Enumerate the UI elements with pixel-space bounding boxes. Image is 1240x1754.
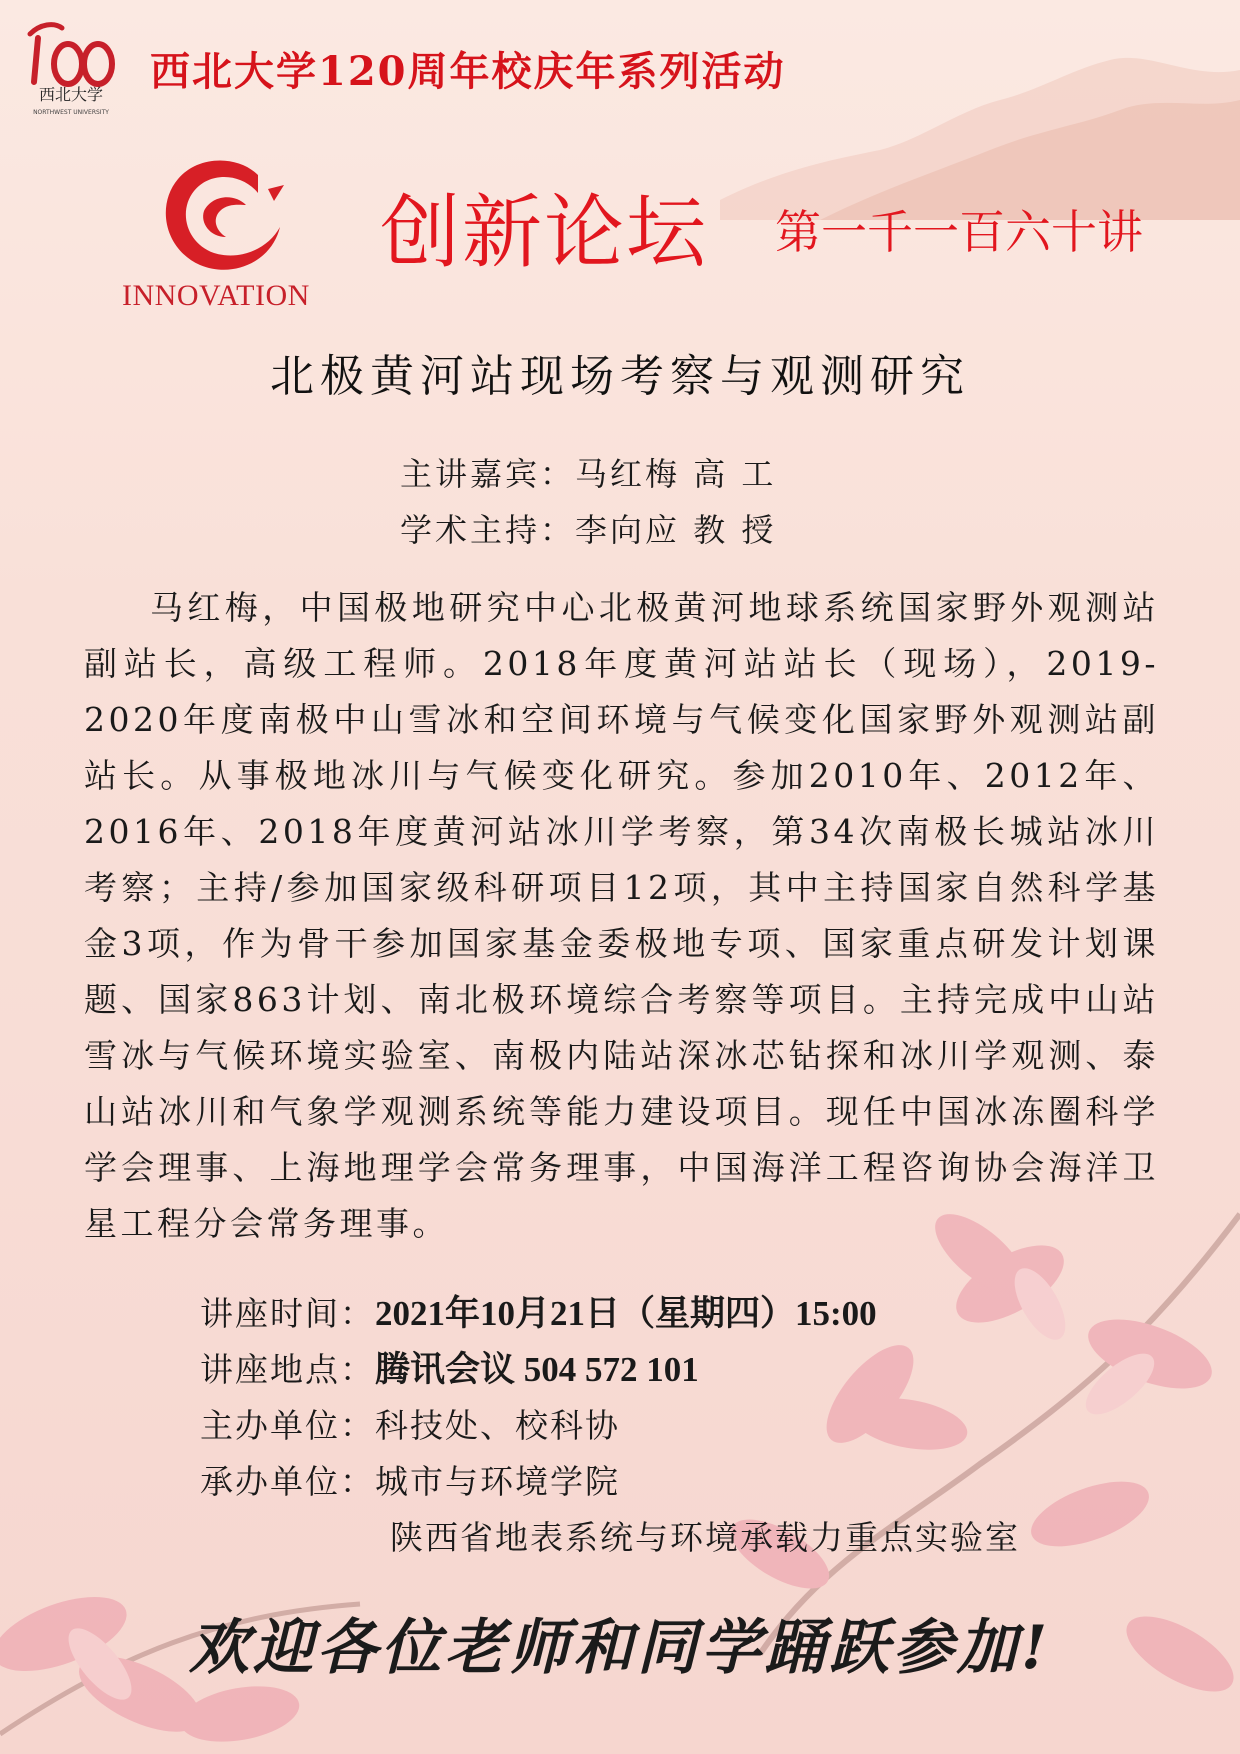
mountain-decoration	[720, 0, 1240, 220]
speaker-value: 马红梅 高 工	[575, 455, 777, 493]
speaker-row	[400, 446, 776, 502]
series-title: 西北大学120周年校庆年系列活动	[150, 48, 786, 95]
undertaker-value-1: 城市与环境学院	[375, 1462, 620, 1501]
innovation-swirl-icon	[150, 145, 290, 285]
host-row	[400, 502, 776, 558]
place-label: 讲座地点：	[200, 1350, 375, 1389]
talk-title: 北极黄河站现场考察与观测研究	[270, 351, 970, 402]
forum-title: 创新论坛	[380, 186, 708, 279]
welcome-message: 欢迎各位老师和同学踊跃参加!	[188, 1613, 1052, 1683]
svg-text:西北大学: 西北大学	[38, 85, 104, 104]
undertaker-row	[200, 1454, 1020, 1510]
university-120-logo	[24, 16, 118, 122]
undertaker-label: 承办单位：	[200, 1462, 375, 1501]
host-value: 李向应 教 授	[575, 511, 777, 549]
organizer-value: 科技处、校科协	[375, 1406, 620, 1445]
svg-text:NORTHWEST UNIVERSITY: NORTHWEST UNIVERSITY	[33, 109, 109, 116]
lecture-number: 第一千一百六十讲	[775, 205, 1143, 259]
place-row	[200, 1342, 1020, 1398]
host-label: 学术主持：	[400, 511, 576, 549]
speaker-bio: 马红梅，中国极地研究中心北极黄河地球系统国家野外观测站副站长，高级工程师。2018年度黄河站站长（现场），2019-2020年度南极中山雪冰和空间环境与气候变化国家野外观测站副站长。从事极地冰川与气候变化研究。参加2010年、2012年、2016年、2018年度黄河站冰川学考察，第34次南极长城站冰川考察；主持/参加国家级科研项目12项，其中主持国家自然科学基金3项，作为骨干参加国家基金委极地专项、国家重点研发计划课题、国家863计划、南北极环境综合考察等项目。主持完成中山站雪冰与气候环境实验室、南极内陆站深冰芯钻探和冰川学观测、泰山站冰川和气象学观测系统等能力建设项目。现任中国冰冻圈科学学会理事、上海地理学会常务理事，中国海洋工程咨询协会海洋卫星工程分会常务理事。	[84, 588, 1159, 1243]
undertaker-value-2: 陕西省地表系统与环境承载力重点实验室	[390, 1518, 1020, 1557]
place-value: 腾讯会议 504 572 101	[375, 1350, 699, 1389]
speaker-label: 主讲嘉宾：	[400, 455, 576, 493]
time-label: 讲座时间：	[200, 1294, 375, 1333]
organizer-row	[200, 1398, 1020, 1454]
speaker-block	[400, 446, 776, 558]
undertaker-row-2	[200, 1510, 1020, 1566]
time-row	[200, 1286, 1020, 1342]
lecture-info	[200, 1286, 1020, 1566]
organizer-label: 主办单位：	[200, 1406, 375, 1445]
time-value: 2021年10月21日（星期四）15:00	[375, 1294, 877, 1333]
innovation-logo-text: INNOVATION	[122, 279, 310, 312]
